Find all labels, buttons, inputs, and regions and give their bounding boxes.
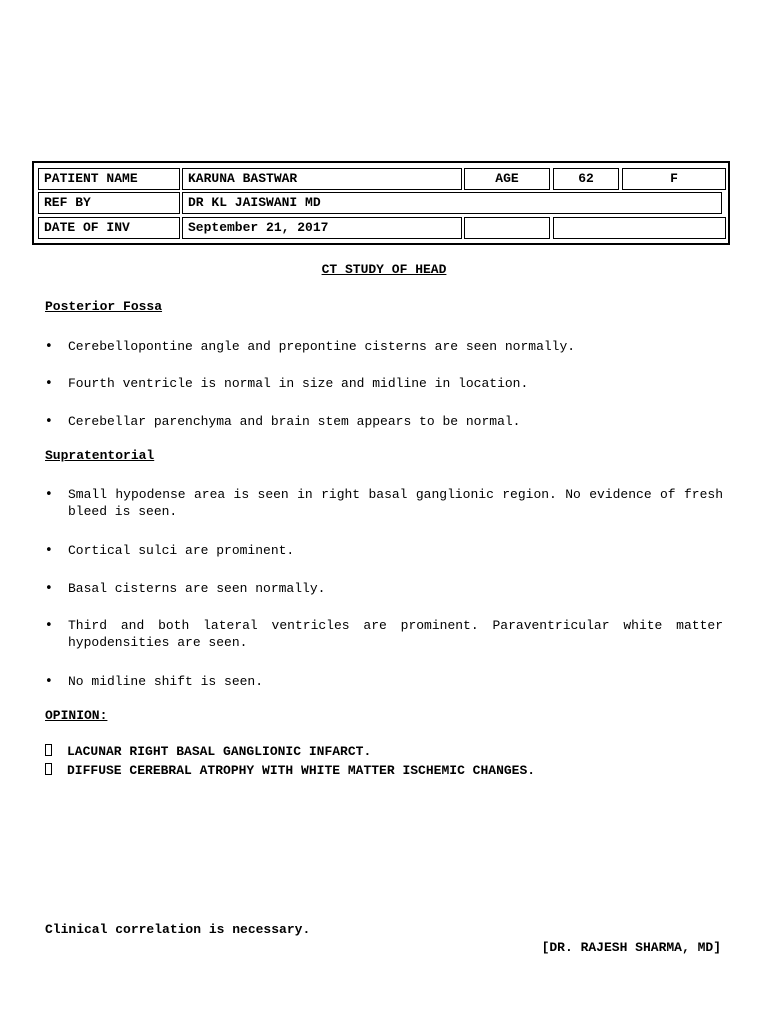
checkbox-glyph-icon <box>45 744 52 756</box>
supratentorial-heading: Supratentorial <box>45 448 155 463</box>
opinion-heading: OPINION: <box>45 708 108 723</box>
ref-by-value: DR KL JAISWANI MD <box>182 192 722 214</box>
finding-text: Small hypodense area is seen in right basal ganglionic region. No evidence of fresh bleed is seen. <box>68 487 723 519</box>
opinion-text: LACUNAR RIGHT BASAL GANGLIONIC INFARCT. <box>67 744 372 759</box>
finding-text: Basal cisterns are seen normally. <box>68 581 326 596</box>
ref-by-label: REF BY <box>38 192 180 214</box>
bullet-icon: • <box>45 376 53 391</box>
bullet-icon: • <box>45 543 53 558</box>
sex-value: F <box>622 168 726 190</box>
finding-text: Cerebellopontine angle and prepontine cisterns are seen normally. <box>68 339 576 354</box>
age-value: 62 <box>553 168 619 190</box>
bullet-icon: • <box>45 414 53 429</box>
empty-cell-2 <box>553 217 726 239</box>
finding-text: No midline shift is seen. <box>68 674 264 689</box>
opinion-text: DIFFUSE CEREBRAL ATROPHY WITH WHITE MATTER ISCHEMIC CHANGES. <box>67 763 536 778</box>
finding-text: Third and both lateral ventricles are prominent. Paraventricular white matter hypodensities are seen. <box>68 618 723 650</box>
opinion-item <box>45 763 535 778</box>
bullet-icon: • <box>45 487 53 502</box>
patient-name-label: PATIENT NAME <box>38 168 180 190</box>
finding-text: Cerebellar parenchyma and brain stem appears to be normal. <box>68 414 521 429</box>
opinion-item <box>45 744 371 759</box>
finding-text: Fourth ventricle is normal in size and midline in location. <box>68 376 529 391</box>
empty-cell-1 <box>464 217 550 239</box>
clinical-correlation-note: Clinical correlation is necessary. <box>45 922 311 937</box>
age-label: AGE <box>464 168 550 190</box>
bullet-icon: • <box>45 618 53 633</box>
finding-text: Cortical sulci are prominent. <box>68 543 295 558</box>
patient-name-value: KARUNA BASTWAR <box>182 168 462 190</box>
report-title: CT STUDY OF HEAD <box>321 262 447 277</box>
doctor-signature: [DR. RAJESH SHARMA, MD] <box>541 940 721 955</box>
date-label: DATE OF INV <box>38 217 180 239</box>
date-value: September 21, 2017 <box>182 217 462 239</box>
bullet-icon: • <box>45 581 53 596</box>
bullet-icon: • <box>45 339 53 354</box>
posterior-fossa-heading: Posterior Fossa <box>45 299 163 314</box>
checkbox-glyph-icon <box>45 763 52 775</box>
bullet-icon: • <box>45 674 53 689</box>
patient-info-table <box>32 161 730 245</box>
